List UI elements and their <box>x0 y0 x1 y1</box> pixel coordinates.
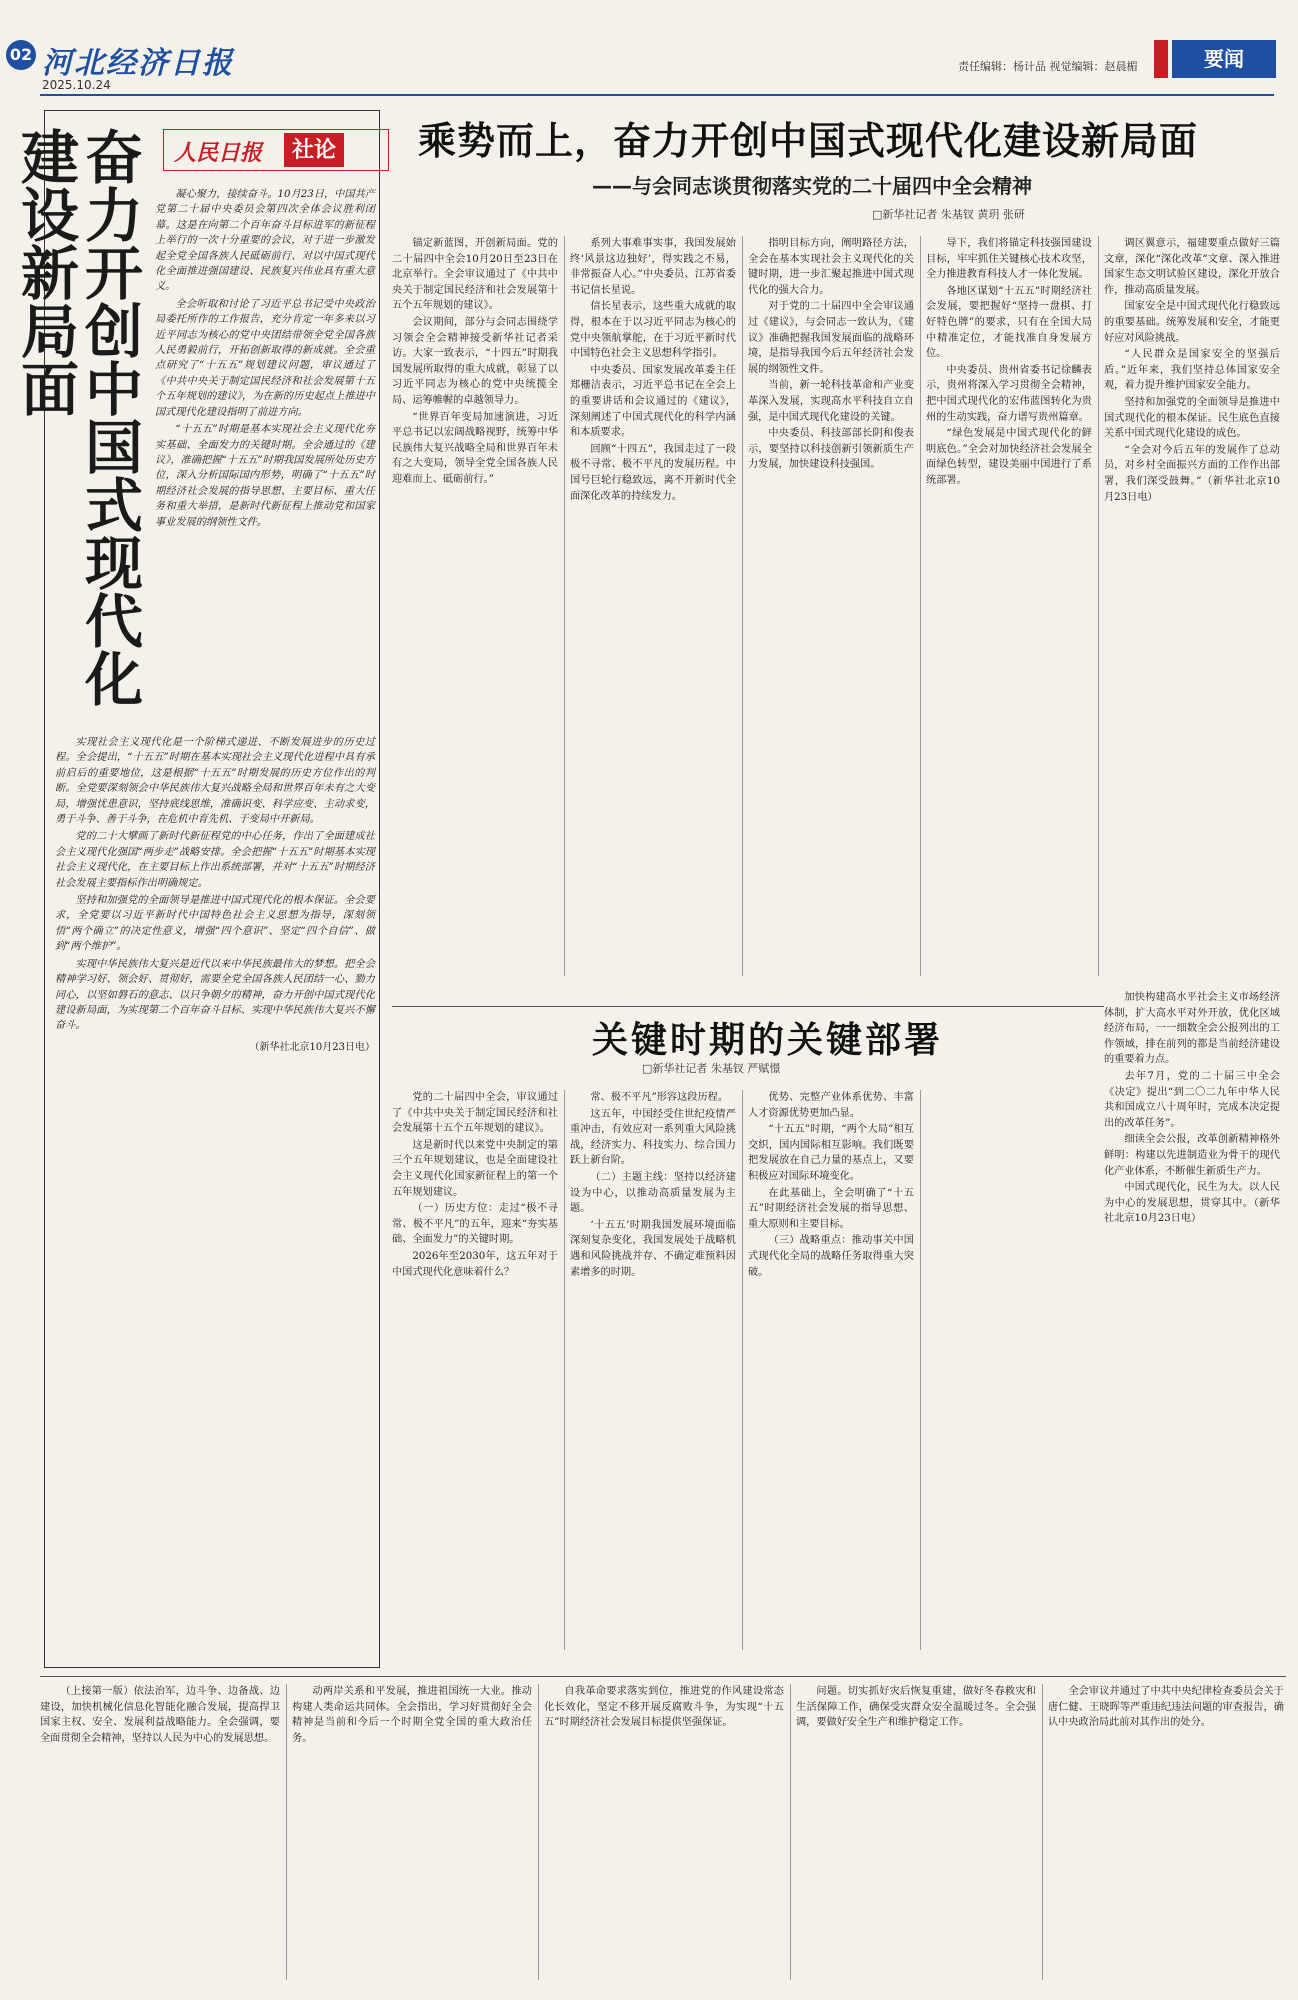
lead-paragraph: 全会听取和讨论了习近平总书记受中央政治局委托所作的工作报告，充分肯定一年多来以习近平同志为核心的党中央团结带领全党全国各族人民勇毅前行，开拓创新取得的新成就。全会重点研究了“十五五”规划建议问题，审议通过了《中共中央关于制定国民经济和社会发展第十五个五年规划的建议》，为在新的历史起点上推进中国式现代化建设指明了前进方向。 <box>155 298 375 418</box>
article-paragraph: 这五年，中国经受住世纪疫情严重冲击，有效应对一系列重大风险挑战，经济实力、科技实力、综合国力跃上新台阶。 <box>570 1108 736 1167</box>
article-paragraph: 中央委员、贵州省委书记徐麟表示，贵州将深入学习贯彻全会精神，把中国式现代化的宏伟蓝图转化为贵州的生动实践，奋力谱写贵州篇章。 <box>926 364 1092 423</box>
editors-credit: 责任编辑：杨计品 视觉编辑：赵晨楣 <box>958 60 1138 73</box>
article-paragraph: 常、极不平凡”形容这段历程。 <box>590 1092 729 1103</box>
article-paragraph: 信长星表示，这些重大成就的取得，根本在于以习近平同志为核心的党中央领航掌舵，在于习近平新时代中国特色社会主义思想科学指引。 <box>570 301 736 360</box>
bottom-paragraph: （上接第一版）依法治军，边斗争、边备战、边建设，加快机械化信息化智能化融合发展，提高捍卫国家主权、安全、发展利益战略能力。全会强调，要全面贯彻全会精神，坚持以人民为中心的发展思想。 <box>40 1686 280 1744</box>
article-paragraph: 锚定新蓝图，开创新局面。党的二十届四中全会10月20日至23日在北京举行。全会审议通过了《中共中央关于制定国民经济和社会发展第十五个五年规划的建议》。 <box>392 238 558 312</box>
bottom-divider <box>40 1676 1286 1677</box>
article-column <box>570 1090 736 1281</box>
column-rule <box>790 1684 791 1980</box>
source-logo: 人民日报 <box>174 140 263 166</box>
bottom-paragraph: 问题。切实抓好灾后恢复重建，做好冬春救灾和生活保障工作，确保受灾群众安全温暖过冬。全会强调，要做好安全生产和维护稳定工作。 <box>796 1686 1036 1729</box>
top-headline: 乘势而上，奋力开创中国式现代化建设新局面 <box>418 118 1199 163</box>
article-paragraph: 在此基础上，全会明确了“十五五”时期经济社会发展的指导思想、重大原则和主要目标。 <box>748 1187 914 1230</box>
article-paragraph: 2026年至2030年，这五年对于中国式现代化意味着什么？ <box>392 1250 558 1278</box>
article-paragraph: “世界百年变局加速演进，习近平总书记以宏阔战略视野，统筹中华民族伟大复兴战略全局和世界百年未有之大变局，领导全党全国各族人民迎难而上、砥砺前行。” <box>392 411 558 485</box>
column-rule <box>1042 1684 1043 1980</box>
commentary-column <box>11 110 380 1668</box>
article-paragraph: 各地区谋划“十五五”时期经济社会发展，要把握好“坚持一盘棋、打好特色牌”的要求，只有在全国大局中精准定位，才能找准自身发展方位。 <box>926 285 1092 360</box>
article-paragraph: 回顾“十四五”，我国走过了一段极不寻常、极不平凡的发展历程。中国号巨轮行稳致远，离不开新时代全面深化改革的持续发力。 <box>570 443 736 502</box>
commentary-body <box>55 735 375 1053</box>
sub-headline: 关键时期的关键部署 <box>592 1019 944 1061</box>
article-paragraph: 中国式现代化，民生为大。以人民为中心的发展思想，贯穿其中。（新华社北京10月23日电） <box>1104 1182 1280 1225</box>
top-subhead: ——与会同志谈贯彻落实党的二十届四中全会精神 <box>592 174 1032 198</box>
bottom-paragraph: 动两岸关系和平发展，推进祖国统一大业。推动构建人类命运共同体。全会指出，学习好贯彻好全会精神是当前和今后一个时期全党全国的重大政治任务。 <box>292 1686 532 1744</box>
article-paragraph: 坚持和加强党的全面领导是推进中国式现代化的根本保证。民生底色直接关系中国式现代化建设的成色。 <box>1104 396 1280 440</box>
body-paragraph: 实现中华民族伟大复兴是近代以来中华民族最伟大的梦想。把全会精神学习好、领会好、贯彻好，需要全党全国各族人民团结一心、勠力同心，以坚如磐石的意志、以只争朝夕的精神，奋力开创中国式现代化建设新局面，为实现第二个百年奋斗目标、实现中华民族伟大复兴不懈奋斗。 <box>55 958 375 1032</box>
issue-date: 2025.10.24 <box>42 78 111 92</box>
section-divider <box>392 1006 1104 1007</box>
article-column <box>392 236 558 489</box>
article-paragraph: 会议期间，部分与会同志围绕学习领会全会精神接受新华社记者采访。大家一致表示，“十四五”时期我国发展所取得的重大成就，彰显了以习近平同志为核心的党中央统揽全局、运筹帷幄的卓越领导力。 <box>392 316 558 406</box>
article-paragraph: 去年7月，党的二十届三中全会《决定》提出“到二〇二九年中华人民共和国成立八十周年时，完成本决定提出的改革任务”。 <box>1104 1070 1280 1129</box>
column-rule <box>564 236 565 976</box>
article-paragraph: 加快构建高水平社会主义市场经济体制，扩大高水平对外开放，优化区域经济布局，一一细数全会公报列出的工作领域，排在前列的都是当前经济建设的重要着力点。 <box>1104 992 1280 1066</box>
column-rule <box>920 1090 921 1650</box>
article-paragraph: （三）战略重点：推动事关中国式现代化全局的战略任务取得重大突破。 <box>748 1235 914 1278</box>
column-label: 社论 <box>284 133 344 167</box>
article-paragraph: ‘十五五’时期我国发展环境面临深刻复杂变化，我国发展处于战略机遇和风险挑战并存、不确定难预料因素增多的时期。 <box>570 1219 736 1278</box>
article-paragraph: 对于党的二十届四中全会审议通过《建议》，与会同志一致认为，《建议》准确把握我国发展面临的战略环境，是指导我国今后五年经济社会发展的纲领性文件。 <box>748 301 914 375</box>
section-tab <box>1172 40 1276 78</box>
flag-icon <box>1154 40 1168 78</box>
article-paragraph: 调区翼意示，福建要重点做好三篇文章，深化“深化改革”文章、深入推进国家生态文明试验区建设，深化开放合作，推动高质量发展。 <box>1104 238 1280 296</box>
bottom-column <box>292 1684 532 1747</box>
commentary-lead <box>155 187 375 532</box>
top-article <box>392 108 1284 998</box>
commentary-logo <box>163 129 389 171</box>
article-paragraph: 细读全会公报，改革创新精神格外鲜明：构建以先进制造业为骨干的现代化产业体系，不断催生新质生产力。 <box>1104 1134 1280 1177</box>
masthead-rule <box>40 94 1274 96</box>
page-number: 02 <box>6 40 36 70</box>
article-paragraph: “绿色发展是中国式现代化的鲜明底色。”全会对加快经济社会发展全面绿色转型，建设美丽中国进行了系统部署。 <box>926 428 1092 486</box>
column-rule <box>286 1684 287 1980</box>
commentary-title: 奋力开创中国式现代化建设新局面 <box>11 127 143 707</box>
article-paragraph: “人民群众是国家安全的坚强后盾。”近年来，我们坚持总体国家安全观，着力提升维护国家安全能力。 <box>1104 349 1280 392</box>
bottom-column <box>796 1684 1036 1732</box>
article-column <box>1104 236 1280 506</box>
article-column <box>748 236 914 474</box>
article-paragraph: 这是新时代以来党中央制定的第三个五年规划建议，也是全面建设社会主义现代化国家新征程上的第一个五年规划建议。 <box>392 1139 558 1198</box>
article-paragraph: 系列大事难事实事，我国发展始终‘风景这边独好’，得实践之不易，非常振奋人心。”中央委员、江苏省委书记信长星说。 <box>570 238 736 296</box>
article-paragraph: “全会对今后五年的发展作了总动员，对乡村全面振兴方面的工作作出部署，我们深受鼓舞。”（新华社北京10月23日电） <box>1104 444 1280 503</box>
column-rule <box>742 1090 743 1650</box>
bottom-column <box>1048 1684 1284 1732</box>
body-paragraph: 实现社会主义现代化是一个阶梯式递进、不断发展进步的历史过程。全会提出，“十五五”时期在基本实现社会主义现代化进程中具有承前启后的重要地位，这是根据“十五五”时期发展的历史方位作出的判断。全党要深刻领会中华民族伟大复兴战略全局和世界百年未有之大变局，增强忧患意识，坚持底线思维，准确识变、科学应变、主动求变，勇于斗争、善于斗争，在危机中育先机、于变局中开新局。 <box>55 737 375 826</box>
body-paragraph: 党的二十大擘画了新时代新征程党的中心任务，作出了全面建成社会主义现代化强国“两步走”战略安排。全会把握“十五五”时期基本实现社会主义现代化，在主要目标上作出系统部署，并对“十五五”时期经济社会发展主要指标作出明确规定。 <box>55 831 375 889</box>
article-paragraph: 优势、完整产业体系优势、丰富人才资源优势更加凸显。 <box>748 1092 914 1119</box>
column-rule <box>742 236 743 976</box>
top-byline: □新华社记者 朱基钗 黄玥 张研 <box>872 208 1025 221</box>
bottom-strip <box>40 1684 1286 1990</box>
column-rule <box>920 236 921 976</box>
article-paragraph: 中央委员、国家发展改革委主任郑栅洁表示，习近平总书记在全会上的重要讲话和会议通过的《建议》，深刻阐述了中国式现代化的科学内涵和本质要求。 <box>570 364 736 439</box>
paper-name: 河北经济日报 <box>42 46 234 81</box>
article-paragraph: 导下，我们将锚定科技强国建设目标，牢牢抓住关键核心技术攻坚，全力推进教育科技人才一体化发展。 <box>926 238 1092 281</box>
body-paragraph: 坚持和加强党的全面领导是推进中国式现代化的根本保证。全会要求，全党要以习近平新时代中国特色社会主义思想为指导，深刻领悟“两个确立”的决定性意义，增强“四个意识”、坚定“四个自信”、做到“两个维护”。 <box>55 895 375 953</box>
article-paragraph: 当前，新一轮科技革命和产业变革深入发展，实现高水平科技自立自强，是中国式现代化建设的关键。 <box>748 380 914 423</box>
column-rule <box>1098 236 1099 976</box>
sub-byline: □新华社记者 朱基钗 严赋憬 <box>642 1062 781 1075</box>
commentary-byline: （新华社北京10月23日电） <box>249 1041 375 1053</box>
article-paragraph: “十五五”时期，“两个大局”相互交织，国内国际相互影响。我们既要把发展放在自己力量的基点上，又要积极应对国际环境变化。 <box>748 1124 914 1182</box>
article-column <box>570 236 736 505</box>
article-column <box>926 236 1092 490</box>
article-column <box>1104 990 1280 1228</box>
lead-paragraph: “十五五”时期是基本实现社会主义现代化夯实基础、全面发力的关键时期。全会通过的《建议》，准确把握“十五五”时期我国发展所处历史方位，深入分析国际国内形势，明确了“十五五”时期经济社会发展的指导思想、主要目标、重大任务和重大举措，是新时代新征程上推动党和国家事业发展的纲领性文件。 <box>155 424 375 528</box>
section-label: 要闻 <box>1204 47 1244 71</box>
article-column <box>748 1090 914 1281</box>
bottom-paragraph: 自我革命要求落实到位，推进党的作风建设常态化长效化，坚定不移开展反腐败斗争，为实现“十五五”时期经济社会发展目标提供坚强保证。 <box>544 1686 784 1729</box>
sub-article <box>392 992 1284 1668</box>
article-paragraph: 国家安全是中国式现代化行稳致远的重要基础。统筹发展和安全，才能更好应对风险挑战。 <box>1104 301 1280 344</box>
article-column <box>392 1090 558 1281</box>
article-paragraph: （二）主题主线：坚持以经济建设为中心，以推动高质量发展为主题。 <box>570 1171 736 1215</box>
bottom-paragraph: 全会审议并通过了中共中央纪律检查委员会关于唐仁健、王晓晖等严重违纪违法问题的审查报告，确认中央政治局此前对其作出的处分。 <box>1048 1686 1284 1729</box>
column-rule <box>564 1090 565 1650</box>
column-rule <box>538 1684 539 1980</box>
masthead <box>0 0 1298 96</box>
lead-paragraph: 凝心聚力，接续奋斗。10月23日，中国共产党第二十届中央委员会第四次全体会议胜利闭幕。这是在向第二个百年奋斗目标进军的新征程上举行的一次十分重要的会议，对于进一步激发起全党全国各族人民砥砺前行、对以中国式现代化全面推进强国建设、民族复兴伟业具有重大意义。 <box>155 189 375 293</box>
article-paragraph: （一）历史方位：走过“极不寻常、极不平凡”的五年，迎来“夯实基础、全面发力”的关键时期。 <box>392 1203 558 1246</box>
bottom-column <box>544 1684 784 1732</box>
article-paragraph: 中央委员、科技部部长阴和俊表示，要坚持以科技创新引领新质生产力发展，加快建设科技强国。 <box>748 428 914 471</box>
article-paragraph: 指明目标方向，阐明路径方法，全会在基本实现社会主义现代化的关键时期，进一步汇聚起推进中国式现代化的强大合力。 <box>748 238 914 296</box>
bottom-column <box>40 1684 280 1747</box>
article-paragraph: 党的二十届四中全会，审议通过了《中共中央关于制定国民经济和社会发展第十五个五年规划的建议》。 <box>392 1092 558 1135</box>
